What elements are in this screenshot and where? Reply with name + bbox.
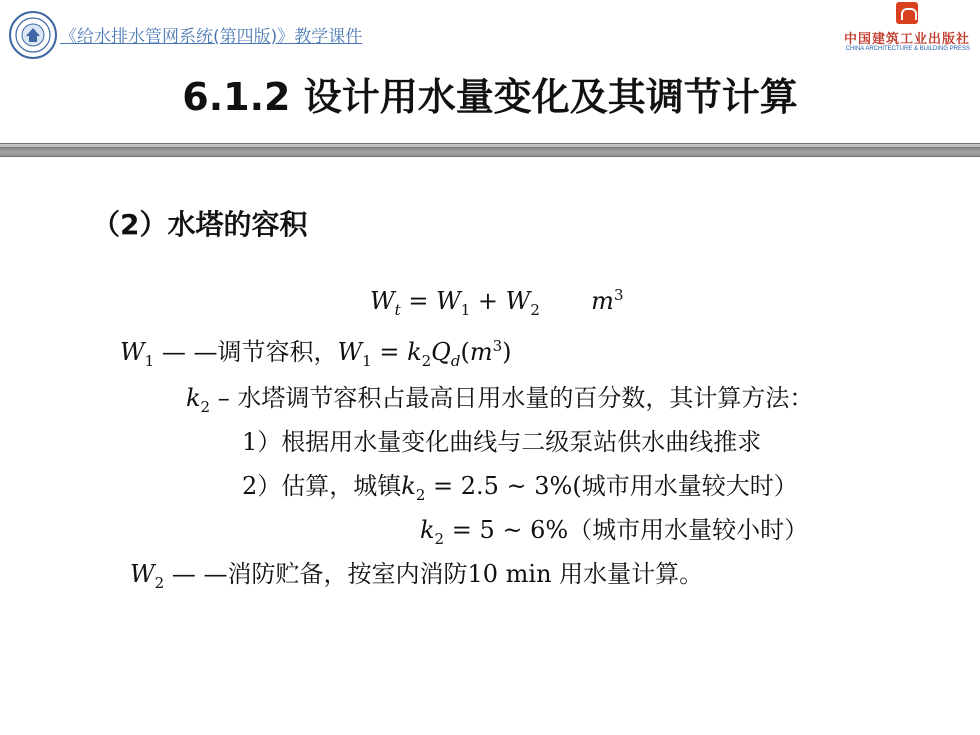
method-2-large-city: 2）估算，城镇$k_2 = 2.5$ ~ 3%(城市用水量较大时） [242,472,798,504]
slide-title: 6.1.2 设计用水量变化及其调节计算 [182,75,798,119]
publisher-name-cn: 中国建筑工业出版社 [843,32,970,47]
definition-k2: $k_2$ – 水塔调节容积占最高日用水量的百分数，其计算方法： [186,384,814,416]
publisher-mark-icon [896,2,918,24]
method-2-small-city: $k_2 = 5$ ~ 6%（城市用水量较小时） [420,516,809,548]
publisher-name-en: CHINA ARCHITECTURE & BUILDING PRESS [845,46,970,52]
formula-regulating-volume: $W_1$ — —调节容积，$W_1 = k_2Q_d(m^3)$ [120,337,512,370]
title-divider [0,143,980,157]
method-1: 1）根据用水量变化曲线与二级泵站供水曲线推求 [242,428,762,456]
definition-fire-reserve: $W_2$ — —消防贮备，按室内消防10 min 用水量计算。 [130,560,704,592]
formula-total-volume: $W_t = W_1 + W_2$ $m^3$ [370,286,624,319]
slide-subtitle: （2）水塔的容积 [92,208,308,241]
university-logo-icon [8,10,58,60]
course-title-link[interactable]: 《给水排水管网系统(第四版)》教学课件 [60,27,363,47]
